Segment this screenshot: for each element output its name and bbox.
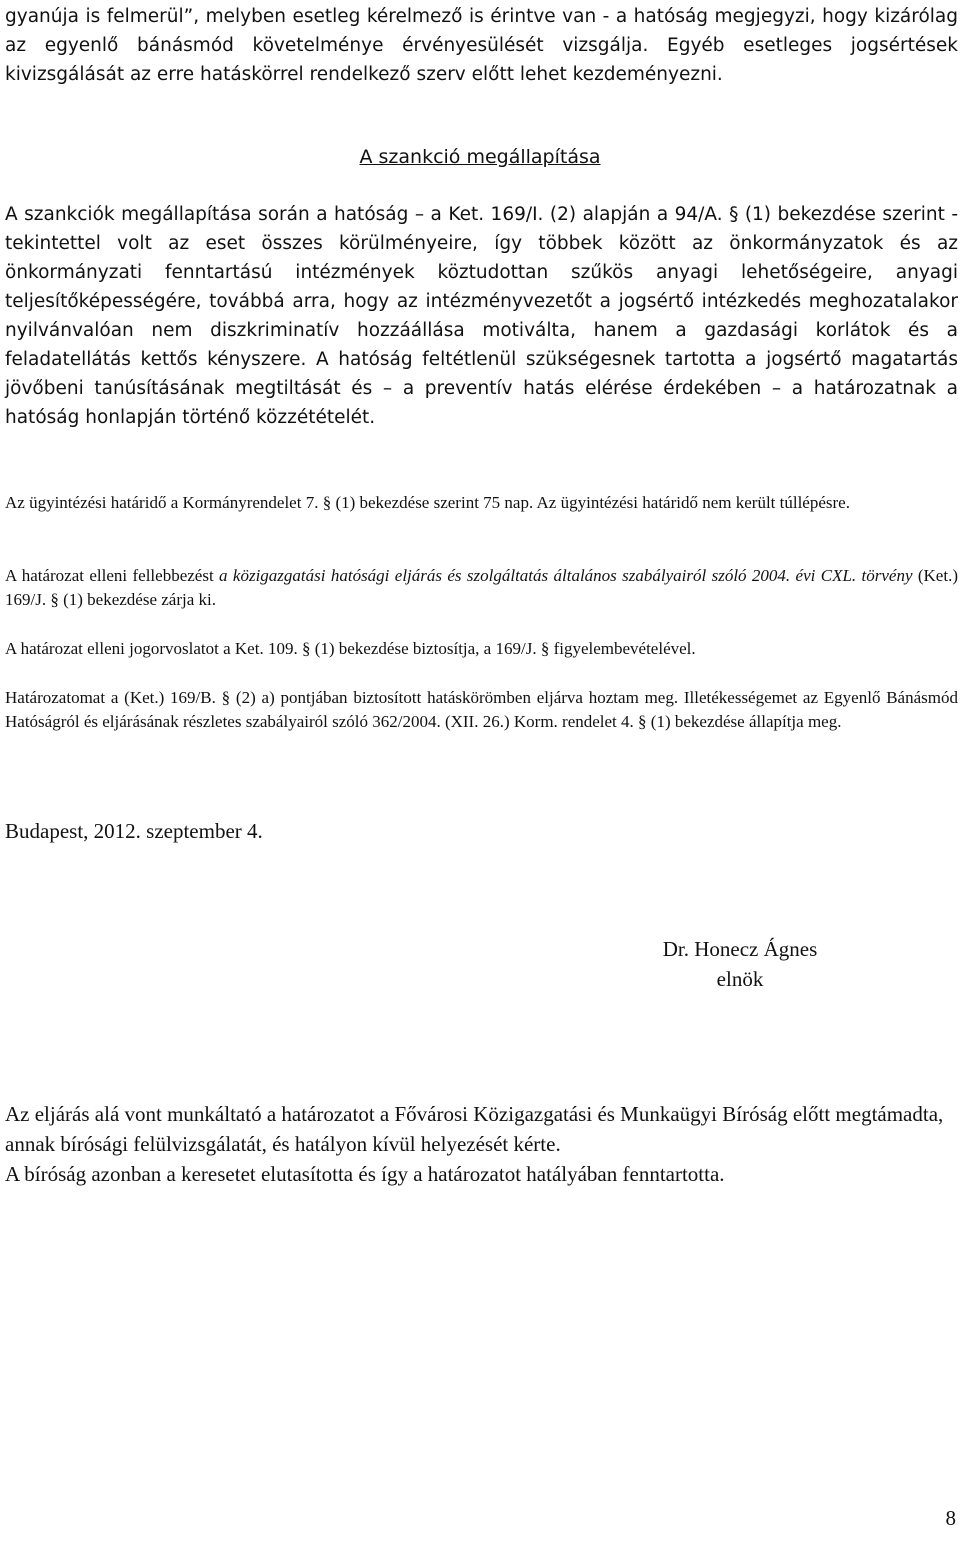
signature-block (600, 934, 880, 994)
closing-paragraph-1: Az eljárás alá vont munkáltató a határozatot a Fővárosi Közigazgatási és Munkaügyi Bíróság előtt megtámadta, annak bírósági felülvizsgálatát, és hatályon kívül helyezését kérte. (5, 1102, 944, 1156)
appeal-law-reference: a közigazgatási hatósági eljárás és szolgáltatás általános szabályairól szóló 2004. évi CXL. törvény (219, 566, 913, 585)
page-number: 8 (945, 1506, 956, 1530)
signatory-title: elnök (716, 967, 764, 991)
remedy-paragraph: A határozat elleni jogorvoslatot a Ket. 109. § (1) bekezdése biztosítja, a 169/J. § figyelembevételével. (5, 639, 696, 658)
closing-paragraph-2: A bíróság azonban a keresetet elutasította és így a határozatot hatályában fenntartotta. (5, 1162, 725, 1186)
signatory-name: Dr. Honecz Ágnes (662, 937, 818, 961)
deadline-paragraph: Az ügyintézési határidő a Kormányrendelet 7. § (1) bekezdése szerint 75 nap. Az ügyintézési határidő nem került túllépésre. (5, 493, 850, 512)
appeal-text-start: A határozat elleni fellebbezést (5, 566, 220, 585)
place-date: Budapest, 2012. szeptember 4. (5, 819, 263, 843)
intro-paragraph: gyanúja is felmerül”, melyben esetleg kérelmező is érintve van - a hatóság megjegyzi, hogy kizárólag az egyenlő bánásmód követelménye érvényesülését vizsgálja. Egyéb esetleges jogsértések kivizsgálását az erre hatáskörrel rendelkező szerv előtt lehet kezdeményezni. (5, 6, 958, 85)
section-heading: A szankció megállapítása (359, 146, 601, 168)
sanction-paragraph: A szankciók megállapítása során a hatóság – a Ket. 169/I. (2) alapján a 94/A. § (1) bekezdése szerint - tekintettel volt az eset összes körülményeire, így többek között az önkormányzatok és az önkormányzati fenntartású intézmények köztudottan szűkös anyagi lehetőségeire, anyagi teljesítőképességére, továbbá arra, hogy az intézményvezetőt a jogsértő intézkedés meghozatalakor nyilvánvalóan nem diszkriminatív hozzáállása motiválta, hanem a gazdasági korlátok és a feladatellátás kettős kényszere. A hatóság feltétlenül szükségesnek tartotta a jogsértő magatartás jövőbeni tanúsításának megtiltását és – a preventív hatás elérése érdekében – a határozatnak a hatóság honlapján történő közzétételét. (5, 204, 958, 428)
appeal-text-end: (Ket.) 169/J. § (1) bekezdése zárja ki. (5, 566, 958, 609)
competence-paragraph: Határozatomat a (Ket.) 169/B. § (2) a) pontjában biztosított hatáskörömben eljárva hoztam meg. Illetékességemet az Egyenlő Bánásmód Hatóságról és eljárásának részletes szabályairól szóló 362/2004. (XII. 26.) Korm. rendelet 4. § (1) bekezdése állapítja meg. (5, 688, 958, 731)
appeal-paragraph (5, 564, 958, 612)
